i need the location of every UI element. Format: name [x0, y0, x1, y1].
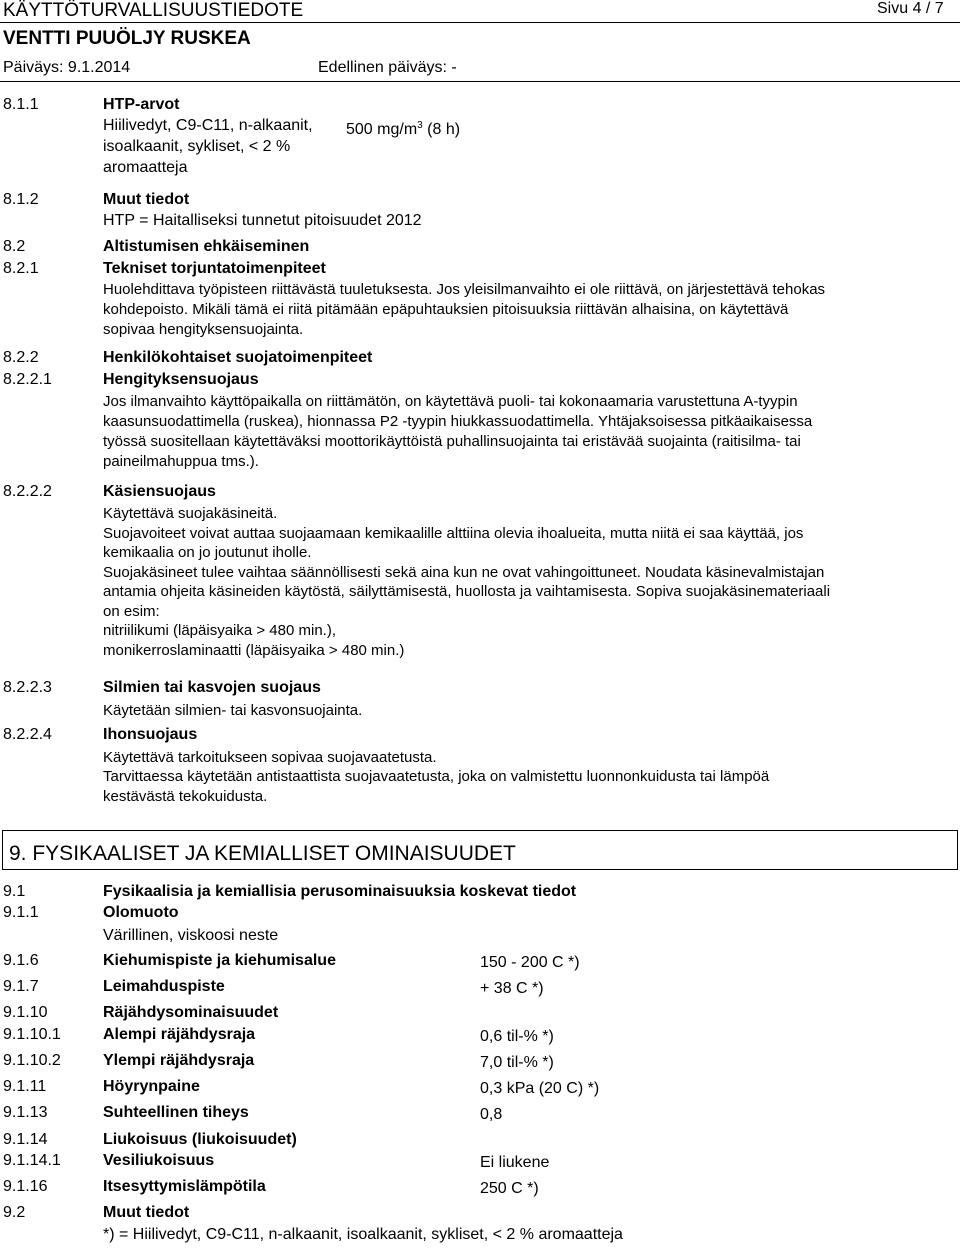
section-title: Altistumisen ehkäiseminen [103, 238, 310, 255]
product-name: VENTTI PUUÖLJY RUSKEA [3, 28, 251, 49]
property-label: Höyrynpaine [103, 1078, 200, 1095]
section-text: Värillinen, viskoosi neste [103, 927, 279, 944]
property-value: 150 - 200 C *) [480, 954, 580, 971]
section-text-line: on esim: [103, 603, 160, 620]
property-label: Ylempi räjähdysraja [103, 1052, 255, 1069]
section-title: Ihonsuojaus [103, 726, 198, 743]
page-number: Sivu 4 / 7 [877, 0, 944, 17]
section-9-title: 9. FYSIKAALISET JA KEMIALLISET OMINAISUUDET [9, 842, 516, 865]
substance-line: isoalkaanit, sykliset, < 2 % [103, 138, 291, 155]
property-number: 9.1.10.2 [3, 1052, 61, 1069]
section-title: Käsiensuojaus [103, 483, 216, 500]
limit-value: 500 $mg/m^3$ (8 h) [346, 120, 461, 138]
section-text: Käytetään silmien- tai kasvonsuojainta. [103, 702, 363, 719]
property-number: 9.1.16 [3, 1178, 48, 1195]
section-title: Henkilökohtaiset suojatoimenpiteet [103, 349, 373, 366]
section-number: 8.1.2 [3, 191, 39, 208]
section-text-line: kestävästä tekokuidusta. [103, 788, 268, 805]
property-label: Kiehumispiste ja kiehumisalue [103, 952, 336, 969]
section-text-line: antamia ohjeita käsineiden käytöstä, säilyttämisestä, huollosta ja vaihtamisesta. Sopiva suojakäsinemateriaali [103, 583, 831, 600]
property-number: 9.1.14.1 [3, 1152, 61, 1169]
property-number: 9.1.10.1 [3, 1026, 61, 1043]
document-title: KÄYTTÖTURVALLISUUSTIEDOTE [3, 0, 304, 21]
section-text-line: kohdepoisto. Mikäli tämä ei riitä pitämään epäpuhtauksien pitoisuuksia riittävän alhaisina, on käytettävä [103, 301, 789, 318]
section-text-line: Jos ilmanvaihto käyttöpaikalla on riittämätön, on käytettävä puoli- tai kokonaamaria varustettuna A-tyypin [103, 393, 798, 410]
section-title: Tekniset torjuntatoimenpiteet [103, 260, 326, 277]
section-text: HTP = Haitalliseksi tunnetut pitoisuudet 2012 [103, 212, 422, 229]
property-value: 0,6 til-% *) [480, 1028, 554, 1045]
property-label: Suhteellinen tiheys [103, 1104, 249, 1121]
property-number: 9.1.11 [3, 1078, 47, 1095]
section-title: Muut tiedot [103, 1204, 190, 1221]
section-text-line: Tarvittaessa käytetään antistaattista suojavaatetusta, joka on valmistettu luonnonkuidusta tai lämpöä [103, 768, 770, 785]
property-value: + 38 C *) [480, 980, 544, 997]
property-value: Ei liukene [480, 1154, 550, 1171]
section-text: *) = Hiilivedyt, C9-C11, n-alkaanit, isoalkaanit, sykliset, < 2 % aromaatteja [103, 1226, 623, 1243]
property-label: Vesiliukoisuus [103, 1152, 215, 1169]
section-text-line: sopivaa hengityksensuojainta. [103, 321, 304, 338]
property-label: Alempi räjähdysraja [103, 1026, 256, 1043]
header-divider-bottom [0, 81, 960, 82]
section-text-line: monikerroslaminaatti (läpäisyaika > 480 min.) [103, 642, 405, 659]
section-text-line: kaasunsuodattimella (ruskea), hionnassa P2 -tyypin hiukkassuodattimella. Yhtäjaksoisessa pitkäaikaisessa [103, 413, 813, 430]
section-number: 8.1.1 [3, 96, 39, 113]
section-number: 8.2 [3, 238, 26, 255]
property-value: 0,3 kPa (20 C) *) [480, 1080, 600, 1097]
substance-line: Hiilivedyt, C9-C11, n-alkaanit, [103, 117, 313, 134]
property-number: 9.1.10 [3, 1004, 48, 1021]
issue-date: Päiväys: 9.1.2014 [3, 59, 131, 76]
section-title: HTP-arvot [103, 96, 180, 113]
property-label: Leimahduspiste [103, 978, 225, 995]
property-label: Liukoisuus (liukoisuudet) [103, 1131, 297, 1148]
section-text-line: Huolehdittava työpisteen riittävästä tuuletuksesta. Jos yleisilmanvaihto ei ole riittävä, on järjestettävä tehokas [103, 281, 826, 298]
property-label: Räjähdysominaisuudet [103, 1004, 279, 1021]
section-number: 8.2.2 [3, 349, 39, 366]
section-title: Silmien tai kasvojen suojaus [103, 679, 321, 696]
section-title: Olomuoto [103, 904, 179, 921]
property-number: 9.1.13 [3, 1104, 48, 1121]
section-number: 8.2.2.3 [3, 679, 52, 696]
section-text-line: Käytettävä suojakäsineitä. [103, 505, 278, 522]
section-title: Fysikaalisia ja kemiallisia perusominaisuuksia koskevat tiedot [103, 883, 577, 900]
section-number: 8.2.2.1 [3, 371, 52, 388]
section-text-line: paineilmahuppua tms.). [103, 453, 259, 470]
section-text-line: Suojakäsineet tulee vaihtaa säännöllisesti sekä aina kun ne ovat vahingoittuneet. Noudata käsinevalmistajan [103, 564, 825, 581]
section-text-line: kemikaalia on jo joutunut iholle. [103, 544, 312, 561]
section-text-line: Suojavoiteet voivat auttaa suojaamaan kemikaalille alttiina olevia ihoalueita, mutta niitä ei saa käyttää, jos [103, 525, 804, 542]
previous-date: Edellinen päiväys: - [318, 59, 457, 76]
property-value: 0,8 [480, 1106, 503, 1123]
substance-line: aromaatteja [103, 159, 188, 176]
section-text-line: työssä suositellaan käytettäväksi moottorikäyttöistä puhallinsuojainta tai eristävää suojainta (raitisilma- tai [103, 433, 801, 450]
section-text-line: nitriilikumi (läpäisyaika > 480 min.), [103, 622, 336, 639]
property-value: 250 C *) [480, 1180, 539, 1197]
property-label: Itsesyttymislämpötila [103, 1178, 266, 1195]
property-number: 9.1.6 [3, 952, 39, 969]
section-number: 9.2 [3, 1204, 26, 1221]
section-number: 9.1 [3, 883, 26, 900]
section-number: 9.1.1 [3, 904, 39, 921]
property-number: 9.1.7 [3, 978, 39, 995]
section-number: 8.2.2.2 [3, 483, 52, 500]
header-divider [0, 22, 960, 23]
section-number: 8.2.1 [3, 260, 39, 277]
section-title: Muut tiedot [103, 191, 190, 208]
property-number: 9.1.14 [3, 1131, 48, 1148]
section-number: 8.2.2.4 [3, 726, 52, 743]
section-title: Hengityksensuojaus [103, 371, 259, 388]
section-text-line: Käytettävä tarkoitukseen sopivaa suojavaatetusta. [103, 749, 437, 766]
property-value: 7,0 til-% *) [480, 1054, 554, 1071]
